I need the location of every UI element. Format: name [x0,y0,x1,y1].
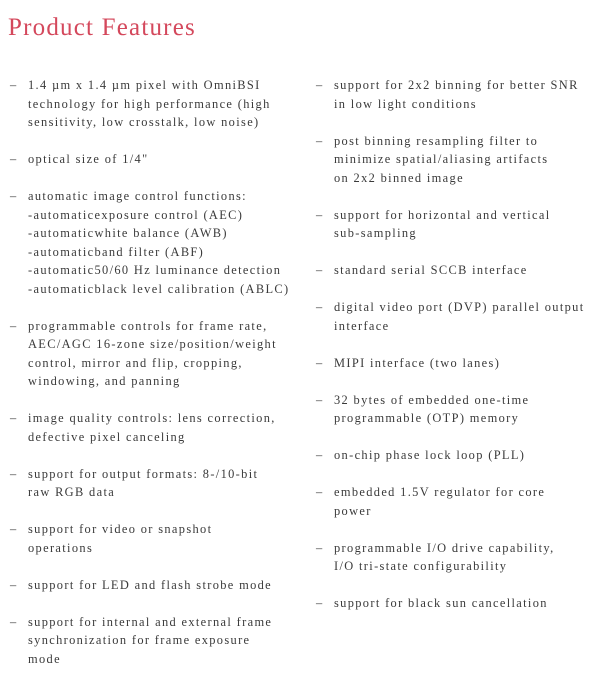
dash-bullet-icon: – [316,392,324,407]
dash-bullet-icon: – [10,189,18,203]
feature-text: 32 bytes of embedded one-time programmable (OTP) memory [334,392,530,425]
feature-item [316,483,603,520]
dash-bullet-icon: – [10,318,18,333]
feature-item [316,446,603,465]
feature-item [316,594,603,613]
feature-item [316,261,603,280]
dash-bullet-icon: – [316,448,324,462]
feature-item [316,391,603,428]
dash-bullet-icon: – [316,263,324,277]
feature-item [316,298,603,335]
dash-bullet-icon: – [316,355,324,370]
feature-text: standard serial SCCB interface [334,263,528,277]
feature-text: support for internal and external frame synchronization for frame exposure mode [28,614,273,666]
feature-text: support for 2x2 binning for better SNR in low light conditions [334,78,579,111]
feature-item [316,206,603,243]
feature-text: automatic image control functions: -automaticexposure control (AEC) -automaticwhite balance (AWB) -automaticband filter (ABF) -automatic50/60 Hz luminance detection -automaticblack level calibration (ABLC) [28,189,290,296]
feature-text: 1.4 µm x 1.4 µm pixel with OmniBSI technology for high performance (high sensitivity, low crosstalk, low noise) [28,78,271,129]
feature-text: image quality controls: lens correction, defective pixel canceling [28,411,276,444]
feature-text: support for black sun cancellation [334,596,548,610]
dash-bullet-icon: – [316,207,324,222]
dash-bullet-icon: – [10,466,18,481]
dash-bullet-icon: – [10,78,18,92]
feature-text: support for horizontal and vertical sub-sampling [334,207,551,240]
dash-bullet-icon: – [10,152,18,166]
dash-bullet-icon: – [10,577,18,592]
feature-text: on-chip phase lock loop (PLL) [334,448,526,462]
feature-item [10,520,302,557]
feature-text: embedded 1.5V regulator for core power [334,485,546,518]
dash-bullet-icon: – [316,78,324,92]
page-title: Product Features [8,14,196,41]
feature-item [10,613,302,669]
dash-bullet-icon: – [316,133,324,148]
dash-bullet-icon: – [10,614,18,629]
feature-item [316,132,603,188]
feature-text: programmable I/O drive capability, I/O tri-state configurability [334,540,555,573]
feature-text: support for LED and flash strobe mode [28,577,273,592]
feature-item [10,187,302,298]
dash-bullet-icon: – [10,522,18,536]
feature-list-left [10,76,302,687]
dash-bullet-icon: – [316,540,324,555]
feature-item [10,576,302,595]
feature-text: post binning resampling filter to minimize spatial/aliasing artifacts on 2x2 binned image [334,133,549,185]
feature-text: digital video port (DVP) parallel output interface [334,300,585,333]
feature-item [10,76,302,132]
feature-item [316,354,603,373]
feature-item [316,539,603,576]
feature-text: optical size of 1/4" [28,152,149,166]
feature-item [10,409,302,446]
feature-item [10,317,302,391]
dash-bullet-icon: – [316,596,324,610]
feature-item [10,150,302,169]
feature-list-right [316,76,603,631]
feature-text: support for output formats: 8-/10-bit raw RGB data [28,466,259,499]
feature-text: MIPI interface (two lanes) [334,355,501,370]
feature-item [316,76,603,113]
feature-item [10,465,302,502]
dash-bullet-icon: – [316,485,324,499]
feature-text: programmable controls for frame rate, AEC/AGC 16-zone size/position/weight control, mirror and flip, cropping, windowing, and panning [28,318,277,388]
dash-bullet-icon: – [10,411,18,425]
feature-text: support for video or snapshot operations [28,522,213,555]
dash-bullet-icon: – [316,300,324,314]
